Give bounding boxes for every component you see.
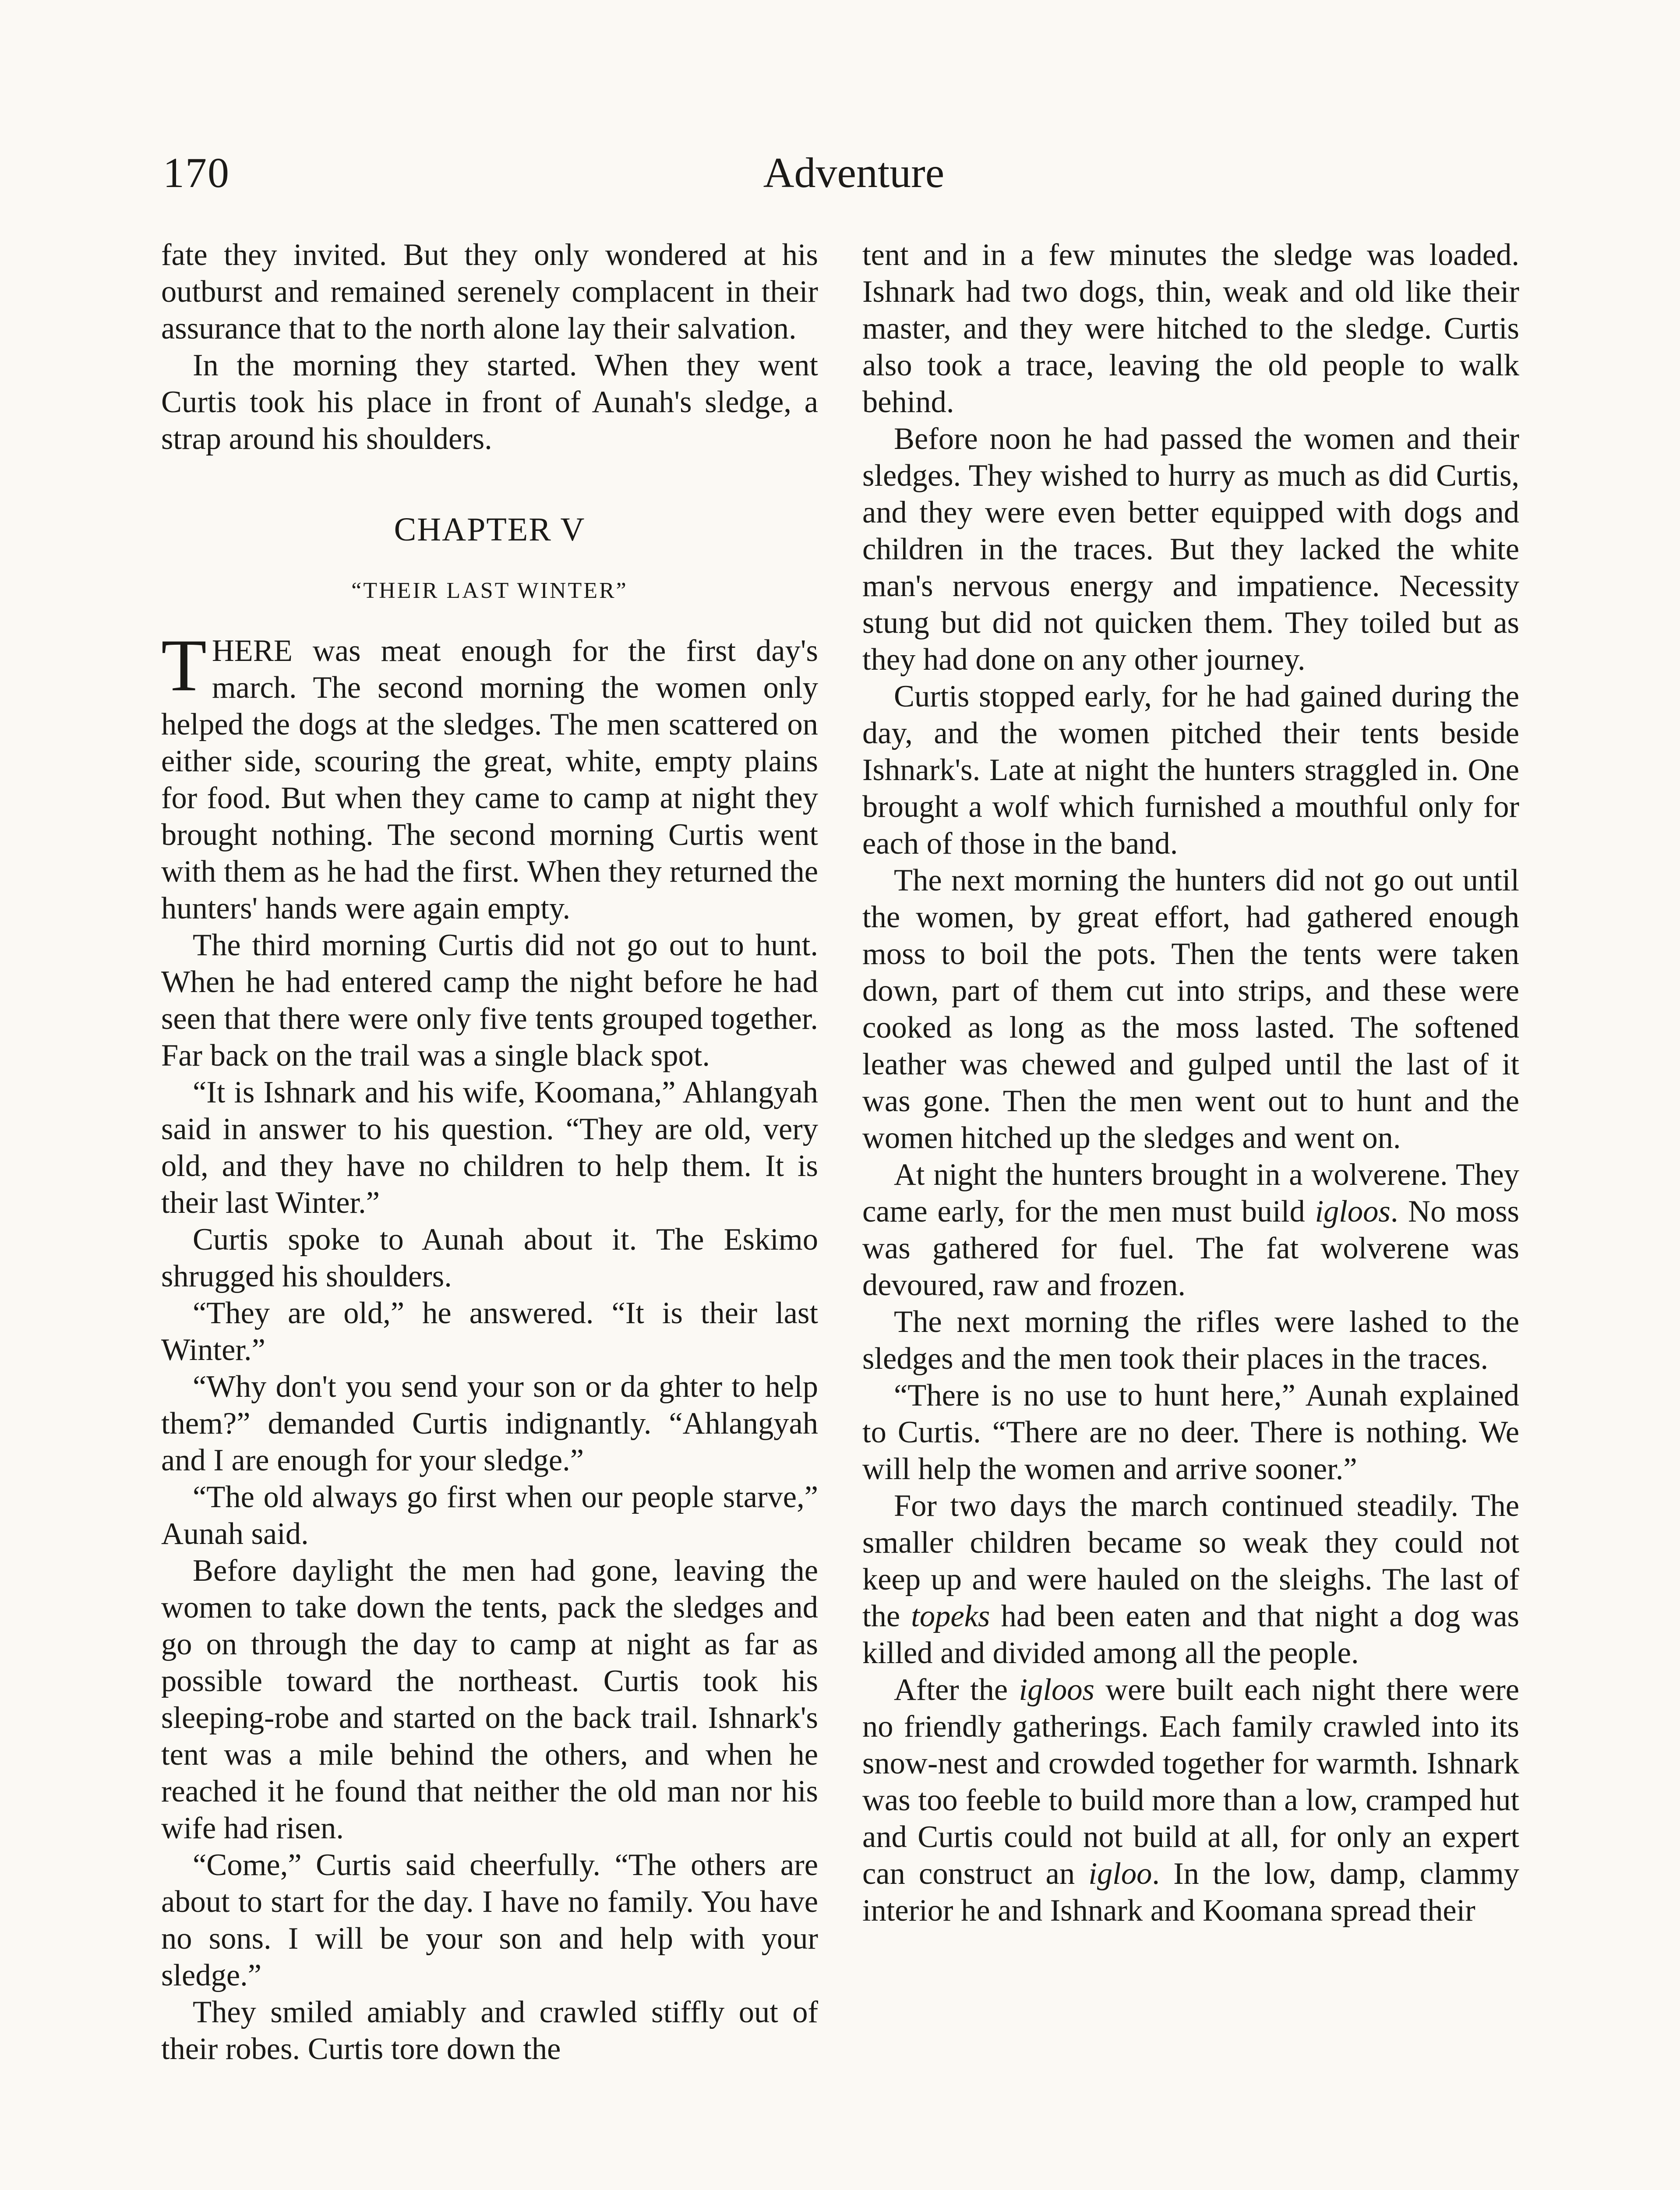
text-run: After the: [894, 1673, 1019, 1707]
italic-word: igloo: [1088, 1857, 1152, 1891]
paragraph: “They are old,” he answered. “It is their last Winter.”: [161, 1296, 818, 1367]
chapter-opening-paragraph: [161, 624, 818, 927]
paragraph: Curtis stopped early, for he had gained during the day, and the women pitched their tents beside Ishnark's. Late at night the hunters straggled in. One brought a wolf which furnished a mouthful only for each of those in the band.: [862, 679, 1519, 861]
paragraph: The next morning the hunters did not go out until the women, by great effort, had gathered enough moss to boil the pots. Then the tents were taken down, part of them cut into strips, and these were cooked as long as the moss lasted. The softened leather was chewed and gulped until the last of it was gone. Then the men went out to hunt and the women hitched up the sledges and went on.: [862, 863, 1519, 1155]
text-run: At night the hunters brought in a wolverene. They came early, for the men must build: [862, 1158, 1519, 1229]
paragraph: [862, 1487, 1519, 1671]
paragraph: “There is no use to hunt here,” Aunah explained to Curtis. “There are no deer. There is nothing. We will help the women and arrive sooner.”: [862, 1378, 1519, 1486]
running-title: Adventure: [763, 149, 945, 197]
italic-word: igloos: [1315, 1194, 1391, 1229]
page-number: 170: [163, 149, 230, 197]
text-run: . No moss was gathered for fuel. The fat wolverene was devoured, raw and frozen.: [862, 1194, 1519, 1302]
paragraph: [862, 1156, 1519, 1303]
paragraph: Curtis spoke to Aunah about it. The Eskimo shrugged his shoulders.: [161, 1222, 818, 1293]
right-column: [862, 237, 1519, 1929]
paragraph: The third morning Curtis did not go out to hunt. When he had entered camp the night before he had seen that there were only five tents grouped together. Far back on the trail was a single black spot.: [161, 928, 818, 1073]
paragraph: Before noon he had passed the women and their sledges. They wished to hurry as much as did Curtis, and they were even better equipped with dogs and children in the traces. But they lacked the white man's nervous energy and impatience. Necessity stung but did not quicken them. They toiled but as they had done on any other journey.: [862, 422, 1519, 677]
paragraph: The next morning the rifles were lashed to the sledges and the men took their places in the traces.: [862, 1305, 1519, 1376]
italic-word: igloos: [1019, 1673, 1094, 1707]
paragraph: Before daylight the men had gone, leaving the women to take down the tents, pack the sledges and go on through the day to camp at night as far as possible toward the northeast. Curtis took his sleeping-robe and started on the back trail. Ishnark's tent was a mile behind the others, and when he reached it he found that neither the old man nor his wife had risen.: [161, 1554, 818, 1845]
paragraph: “Come,” Curtis said cheerfully. “The others are about to start for the day. I have no family. You have no sons. I will be your son and help with your sledge.”: [161, 1848, 818, 1992]
paragraph: “The old always go first when our people starve,” Aunah said.: [161, 1480, 818, 1551]
paragraph: “It is Ishnark and his wife, Koomana,” Ahlangyah said in answer to his question. “They are old, very old, and they have no children to help them. It is their last Winter.”: [161, 1075, 818, 1220]
text-run: . In the low, damp, clammy interior he and Ishnark and Koomana spread their: [862, 1857, 1520, 1928]
chapter-subtitle: “THEIR LAST WINTER”: [351, 578, 628, 603]
italic-word: topeks: [911, 1599, 990, 1633]
paragraph: [862, 1671, 1519, 1929]
paragraph: In the morning they started. When they went Curtis took his place in front of Aunah's sledge, a strap around his shoulders.: [161, 348, 818, 456]
paragraph-text: HERE was meat enough for the first day's march. The second morning the women only helped the dogs at the sledges. The men scattered on either side, scouring the great, white, empty plains for food. But when they came to camp at night they brought nothing. The second morning Curtis went with them as he had the first. When they returned the hunters' hands were again empty.: [161, 634, 818, 925]
paragraph: “Why don't you send your son or da ghter to help them?” demanded Curtis indignantly. “Ahlangyah and I are enough for your sledge.”: [161, 1370, 818, 1477]
text-run: had been eaten and that night a dog was killed and divided among all the people.: [862, 1599, 1519, 1670]
page-header: [163, 145, 1545, 201]
paragraph: tent and in a few minutes the sledge was loaded. Ishnark had two dogs, thin, weak and old like their master, and they were hitched to the sledge. Curtis also took a trace, leaving the old people to walk behind.: [862, 238, 1519, 419]
drop-cap: T: [161, 624, 207, 706]
text-run: were built each night there were no friendly gatherings. Each family crawled into its snow-nest and crowded together for warmth. Ishnark was too feeble to build more than a low, cramped hut and Curtis could not build at all, for only an expert can construct an: [862, 1673, 1520, 1891]
left-column: [161, 237, 818, 2067]
chapter-heading: CHAPTER V: [394, 511, 586, 548]
paragraph: They smiled amiably and crawled stiffly out of their robes. Curtis tore down the: [161, 1995, 818, 2066]
text-run: For two days the march continued steadily. The smaller children became so weak they could not keep up and were hauled on the sleighs. The last of the: [862, 1489, 1519, 1633]
paragraph: fate they invited. But they only wondered at his outburst and remained serenely complacent in their assurance that to the north alone lay their salvation.: [161, 238, 818, 346]
